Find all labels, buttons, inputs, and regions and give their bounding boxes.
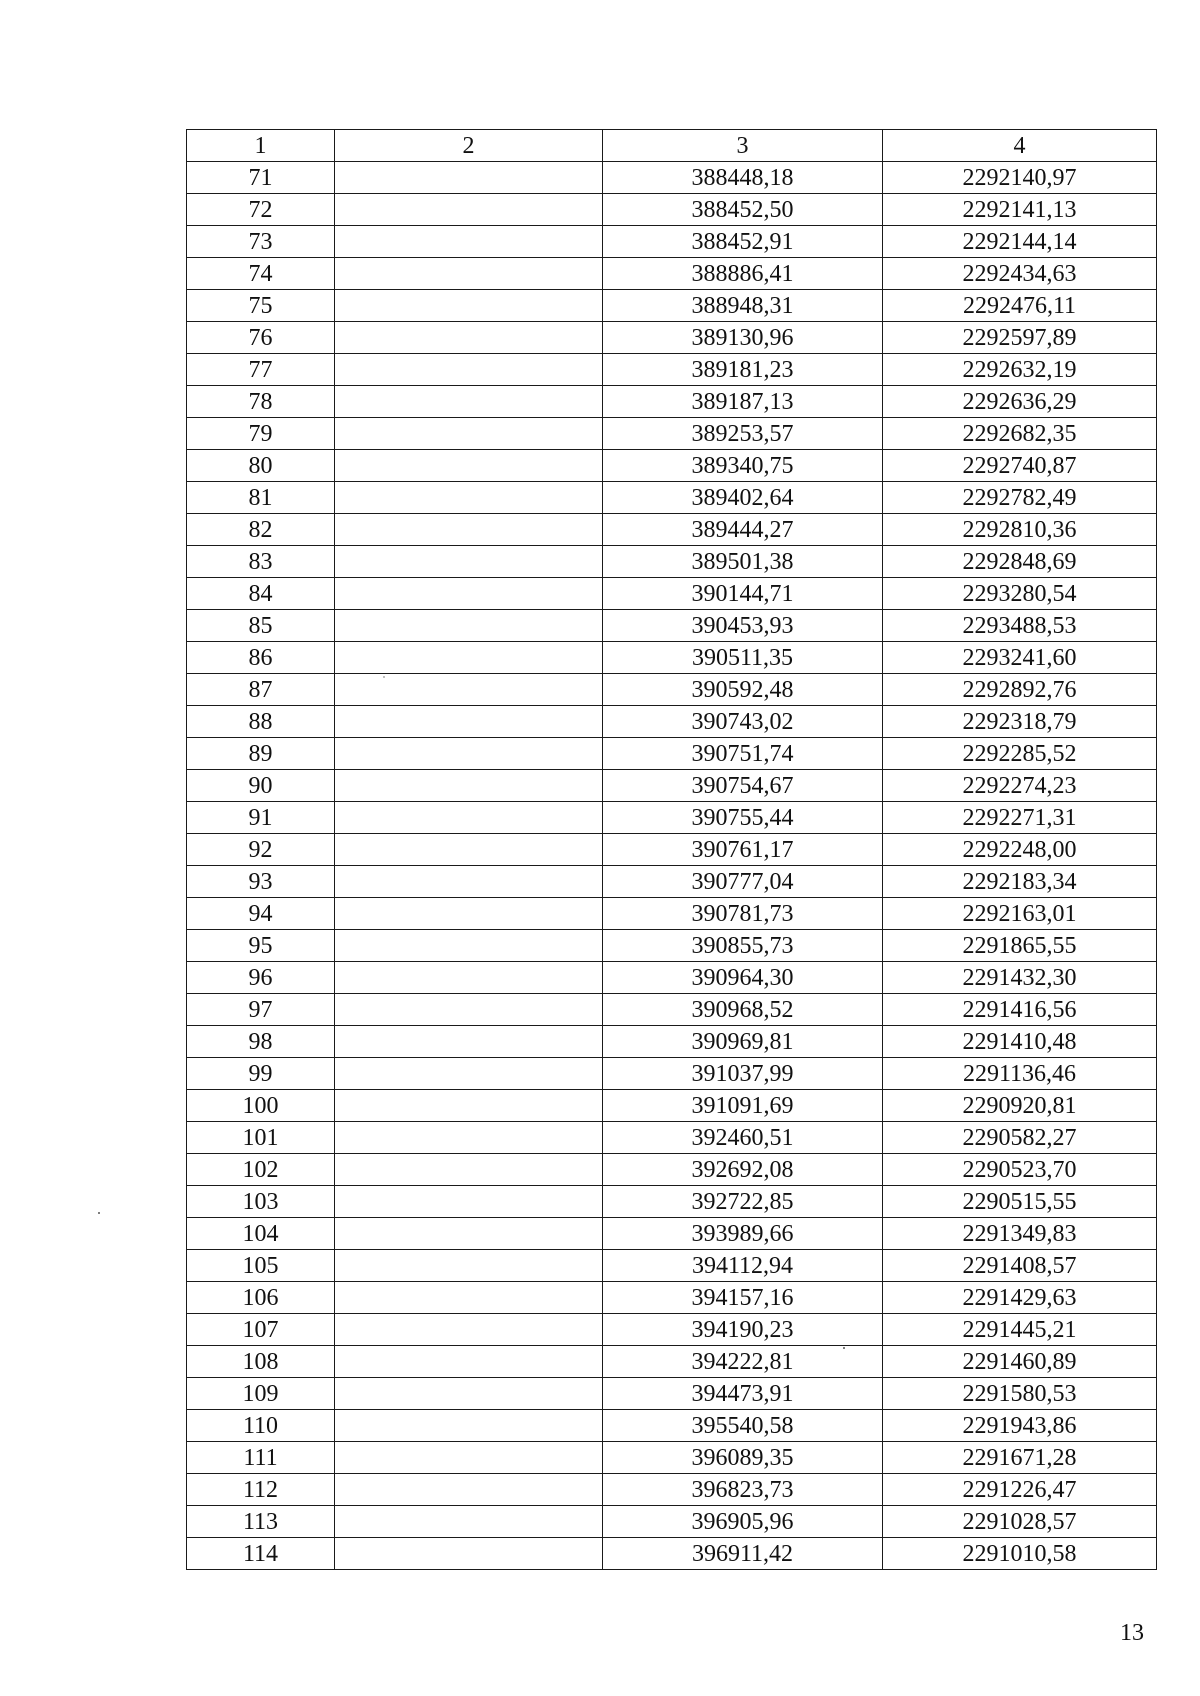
x-coordinate-cell: 391037,99: [603, 1058, 883, 1090]
scan-speck: [843, 1347, 845, 1349]
point-number-cell: 108: [187, 1346, 335, 1378]
point-number-cell: 96: [187, 962, 335, 994]
point-number-cell: 114: [187, 1538, 335, 1570]
y-coordinate-cell: 2292740,87: [883, 450, 1157, 482]
table-row: [187, 162, 1157, 194]
coordinates-table: [186, 129, 1157, 1570]
y-coordinate-cell: 2292892,76: [883, 674, 1157, 706]
table-row: [187, 1122, 1157, 1154]
table-row: [187, 994, 1157, 1026]
point-number-cell: 100: [187, 1090, 335, 1122]
name-cell: [335, 866, 603, 898]
table-row: [187, 770, 1157, 802]
point-number-cell: 87: [187, 674, 335, 706]
table-row: [187, 514, 1157, 546]
y-coordinate-cell: 2291580,53: [883, 1378, 1157, 1410]
point-number-cell: 94: [187, 898, 335, 930]
point-number-cell: 99: [187, 1058, 335, 1090]
point-number-cell: 101: [187, 1122, 335, 1154]
point-number-cell: 90: [187, 770, 335, 802]
point-number-cell: 106: [187, 1282, 335, 1314]
y-coordinate-cell: 2290582,27: [883, 1122, 1157, 1154]
y-coordinate-cell: 2292636,29: [883, 386, 1157, 418]
point-number-cell: 88: [187, 706, 335, 738]
y-coordinate-cell: 2292141,13: [883, 194, 1157, 226]
x-coordinate-cell: 392692,08: [603, 1154, 883, 1186]
x-coordinate-cell: 394473,91: [603, 1378, 883, 1410]
y-coordinate-cell: 2291432,30: [883, 962, 1157, 994]
name-cell: [335, 450, 603, 482]
name-cell: [335, 770, 603, 802]
y-coordinate-cell: 2290920,81: [883, 1090, 1157, 1122]
point-number-cell: 72: [187, 194, 335, 226]
name-cell: [335, 1346, 603, 1378]
name-cell: [335, 1442, 603, 1474]
table-row: [187, 610, 1157, 642]
name-cell: [335, 802, 603, 834]
table-row: [187, 1090, 1157, 1122]
point-number-cell: 89: [187, 738, 335, 770]
name-cell: [335, 1058, 603, 1090]
x-coordinate-cell: 394190,23: [603, 1314, 883, 1346]
table-row: [187, 1026, 1157, 1058]
table-row: [187, 322, 1157, 354]
table-row: [187, 1378, 1157, 1410]
table-row: [187, 1186, 1157, 1218]
x-coordinate-cell: 390777,04: [603, 866, 883, 898]
name-cell: [335, 738, 603, 770]
x-coordinate-cell: 394222,81: [603, 1346, 883, 1378]
name-cell: [335, 610, 603, 642]
point-number-cell: 78: [187, 386, 335, 418]
point-number-cell: 73: [187, 226, 335, 258]
scan-speck: [383, 676, 385, 678]
y-coordinate-cell: 2291460,89: [883, 1346, 1157, 1378]
table-row: [187, 1250, 1157, 1282]
name-cell: [335, 1026, 603, 1058]
table-row: [187, 834, 1157, 866]
table-row: [187, 1218, 1157, 1250]
point-number-cell: 75: [187, 290, 335, 322]
y-coordinate-cell: 2292248,00: [883, 834, 1157, 866]
name-cell: [335, 994, 603, 1026]
name-cell: [335, 514, 603, 546]
y-coordinate-cell: 2292848,69: [883, 546, 1157, 578]
y-coordinate-cell: 2292434,63: [883, 258, 1157, 290]
x-coordinate-cell: 389181,23: [603, 354, 883, 386]
point-number-cell: 85: [187, 610, 335, 642]
x-coordinate-cell: 390755,44: [603, 802, 883, 834]
name-cell: [335, 962, 603, 994]
y-coordinate-cell: 2291226,47: [883, 1474, 1157, 1506]
table-row: [187, 802, 1157, 834]
y-coordinate-cell: 2292144,14: [883, 226, 1157, 258]
point-number-cell: 112: [187, 1474, 335, 1506]
y-coordinate-cell: 2291010,58: [883, 1538, 1157, 1570]
y-coordinate-cell: 2292140,97: [883, 162, 1157, 194]
x-coordinate-cell: 389187,13: [603, 386, 883, 418]
table-row: [187, 866, 1157, 898]
name-cell: [335, 226, 603, 258]
y-coordinate-cell: 2292597,89: [883, 322, 1157, 354]
point-number-cell: 104: [187, 1218, 335, 1250]
column-header-1: 1: [187, 130, 335, 162]
y-coordinate-cell: 2292183,34: [883, 866, 1157, 898]
x-coordinate-cell: 389340,75: [603, 450, 883, 482]
name-cell: [335, 482, 603, 514]
name-cell: [335, 1282, 603, 1314]
name-cell: [335, 1378, 603, 1410]
y-coordinate-cell: 2293280,54: [883, 578, 1157, 610]
x-coordinate-cell: 390144,71: [603, 578, 883, 610]
column-header-2: 2: [335, 130, 603, 162]
table-row: [187, 738, 1157, 770]
y-coordinate-cell: 2291865,55: [883, 930, 1157, 962]
name-cell: [335, 1314, 603, 1346]
point-number-cell: 84: [187, 578, 335, 610]
y-coordinate-cell: 2293241,60: [883, 642, 1157, 674]
table-row: [187, 546, 1157, 578]
point-number-cell: 92: [187, 834, 335, 866]
point-number-cell: 79: [187, 418, 335, 450]
x-coordinate-cell: 396089,35: [603, 1442, 883, 1474]
x-coordinate-cell: 388886,41: [603, 258, 883, 290]
x-coordinate-cell: 392460,51: [603, 1122, 883, 1154]
name-cell: [335, 418, 603, 450]
table-row: [187, 1346, 1157, 1378]
table-row: [187, 1538, 1157, 1570]
x-coordinate-cell: 389501,38: [603, 546, 883, 578]
name-cell: [335, 1250, 603, 1282]
name-cell: [335, 834, 603, 866]
table-row: [187, 1314, 1157, 1346]
scan-speck: [98, 1212, 100, 1214]
table-row: [187, 898, 1157, 930]
table-row: [187, 642, 1157, 674]
y-coordinate-cell: 2291349,83: [883, 1218, 1157, 1250]
table-row: [187, 1058, 1157, 1090]
y-coordinate-cell: 2293488,53: [883, 610, 1157, 642]
x-coordinate-cell: 393989,66: [603, 1218, 883, 1250]
point-number-cell: 76: [187, 322, 335, 354]
point-number-cell: 107: [187, 1314, 335, 1346]
y-coordinate-cell: 2292163,01: [883, 898, 1157, 930]
point-number-cell: 102: [187, 1154, 335, 1186]
point-number-cell: 110: [187, 1410, 335, 1442]
y-coordinate-cell: 2292274,23: [883, 770, 1157, 802]
name-cell: [335, 1122, 603, 1154]
y-coordinate-cell: 2291445,21: [883, 1314, 1157, 1346]
point-number-cell: 86: [187, 642, 335, 674]
x-coordinate-cell: 389402,64: [603, 482, 883, 514]
x-coordinate-cell: 390761,17: [603, 834, 883, 866]
point-number-cell: 103: [187, 1186, 335, 1218]
name-cell: [335, 1186, 603, 1218]
point-number-cell: 109: [187, 1378, 335, 1410]
table-row: [187, 450, 1157, 482]
x-coordinate-cell: 388452,50: [603, 194, 883, 226]
table-row: [187, 1474, 1157, 1506]
name-cell: [335, 258, 603, 290]
name-cell: [335, 194, 603, 226]
x-coordinate-cell: 390969,81: [603, 1026, 883, 1058]
name-cell: [335, 386, 603, 418]
x-coordinate-cell: 390592,48: [603, 674, 883, 706]
point-number-cell: 111: [187, 1442, 335, 1474]
x-coordinate-cell: 390453,93: [603, 610, 883, 642]
y-coordinate-cell: 2292285,52: [883, 738, 1157, 770]
name-cell: [335, 1506, 603, 1538]
table-row: [187, 930, 1157, 962]
name-cell: [335, 290, 603, 322]
y-coordinate-cell: 2292271,31: [883, 802, 1157, 834]
x-coordinate-cell: 390964,30: [603, 962, 883, 994]
name-cell: [335, 898, 603, 930]
x-coordinate-cell: 392722,85: [603, 1186, 883, 1218]
table-row: [187, 354, 1157, 386]
name-cell: [335, 642, 603, 674]
x-coordinate-cell: 390743,02: [603, 706, 883, 738]
point-number-cell: 113: [187, 1506, 335, 1538]
x-coordinate-cell: 388448,18: [603, 162, 883, 194]
page-number: 13: [1120, 1620, 1144, 1646]
point-number-cell: 80: [187, 450, 335, 482]
name-cell: [335, 1410, 603, 1442]
table-body: [187, 162, 1157, 1570]
point-number-cell: 77: [187, 354, 335, 386]
table-row: [187, 226, 1157, 258]
x-coordinate-cell: 390751,74: [603, 738, 883, 770]
y-coordinate-cell: 2291671,28: [883, 1442, 1157, 1474]
table-row: [187, 386, 1157, 418]
table-row: [187, 1506, 1157, 1538]
x-coordinate-cell: 390754,67: [603, 770, 883, 802]
column-header-3: 3: [603, 130, 883, 162]
x-coordinate-cell: 396911,42: [603, 1538, 883, 1570]
y-coordinate-cell: 2290523,70: [883, 1154, 1157, 1186]
y-coordinate-cell: 2291416,56: [883, 994, 1157, 1026]
y-coordinate-cell: 2292682,35: [883, 418, 1157, 450]
y-coordinate-cell: 2292782,49: [883, 482, 1157, 514]
point-number-cell: 97: [187, 994, 335, 1026]
x-coordinate-cell: 389253,57: [603, 418, 883, 450]
table-row: [187, 418, 1157, 450]
name-cell: [335, 1090, 603, 1122]
name-cell: [335, 546, 603, 578]
y-coordinate-cell: 2291429,63: [883, 1282, 1157, 1314]
table-row: [187, 482, 1157, 514]
y-coordinate-cell: 2291943,86: [883, 1410, 1157, 1442]
table-row: [187, 962, 1157, 994]
name-cell: [335, 322, 603, 354]
point-number-cell: 105: [187, 1250, 335, 1282]
point-number-cell: 98: [187, 1026, 335, 1058]
y-coordinate-cell: 2291028,57: [883, 1506, 1157, 1538]
y-coordinate-cell: 2291136,46: [883, 1058, 1157, 1090]
name-cell: [335, 1218, 603, 1250]
table-row: [187, 674, 1157, 706]
point-number-cell: 81: [187, 482, 335, 514]
y-coordinate-cell: 2292476,11: [883, 290, 1157, 322]
table-header: [187, 130, 1157, 162]
name-cell: [335, 674, 603, 706]
name-cell: [335, 706, 603, 738]
table-row: [187, 1282, 1157, 1314]
y-coordinate-cell: 2291408,57: [883, 1250, 1157, 1282]
name-cell: [335, 578, 603, 610]
table-row: [187, 1410, 1157, 1442]
point-number-cell: 93: [187, 866, 335, 898]
y-coordinate-cell: 2291410,48: [883, 1026, 1157, 1058]
name-cell: [335, 162, 603, 194]
column-header-4: 4: [883, 130, 1157, 162]
point-number-cell: 83: [187, 546, 335, 578]
x-coordinate-cell: 390968,52: [603, 994, 883, 1026]
x-coordinate-cell: 396823,73: [603, 1474, 883, 1506]
x-coordinate-cell: 388948,31: [603, 290, 883, 322]
point-number-cell: 82: [187, 514, 335, 546]
table-row: [187, 290, 1157, 322]
point-number-cell: 74: [187, 258, 335, 290]
y-coordinate-cell: 2292632,19: [883, 354, 1157, 386]
x-coordinate-cell: 390855,73: [603, 930, 883, 962]
x-coordinate-cell: 394157,16: [603, 1282, 883, 1314]
name-cell: [335, 930, 603, 962]
name-cell: [335, 1538, 603, 1570]
point-number-cell: 71: [187, 162, 335, 194]
table-row: [187, 706, 1157, 738]
x-coordinate-cell: 389444,27: [603, 514, 883, 546]
table-row: [187, 1154, 1157, 1186]
x-coordinate-cell: 395540,58: [603, 1410, 883, 1442]
y-coordinate-cell: 2290515,55: [883, 1186, 1157, 1218]
name-cell: [335, 1474, 603, 1506]
y-coordinate-cell: 2292318,79: [883, 706, 1157, 738]
x-coordinate-cell: 388452,91: [603, 226, 883, 258]
header-row: [187, 130, 1157, 162]
x-coordinate-cell: 396905,96: [603, 1506, 883, 1538]
y-coordinate-cell: 2292810,36: [883, 514, 1157, 546]
table-row: [187, 258, 1157, 290]
point-number-cell: 91: [187, 802, 335, 834]
point-number-cell: 95: [187, 930, 335, 962]
x-coordinate-cell: 394112,94: [603, 1250, 883, 1282]
x-coordinate-cell: 391091,69: [603, 1090, 883, 1122]
table-row: [187, 578, 1157, 610]
x-coordinate-cell: 390781,73: [603, 898, 883, 930]
x-coordinate-cell: 390511,35: [603, 642, 883, 674]
table-row: [187, 1442, 1157, 1474]
name-cell: [335, 1154, 603, 1186]
x-coordinate-cell: 389130,96: [603, 322, 883, 354]
table-row: [187, 194, 1157, 226]
name-cell: [335, 354, 603, 386]
